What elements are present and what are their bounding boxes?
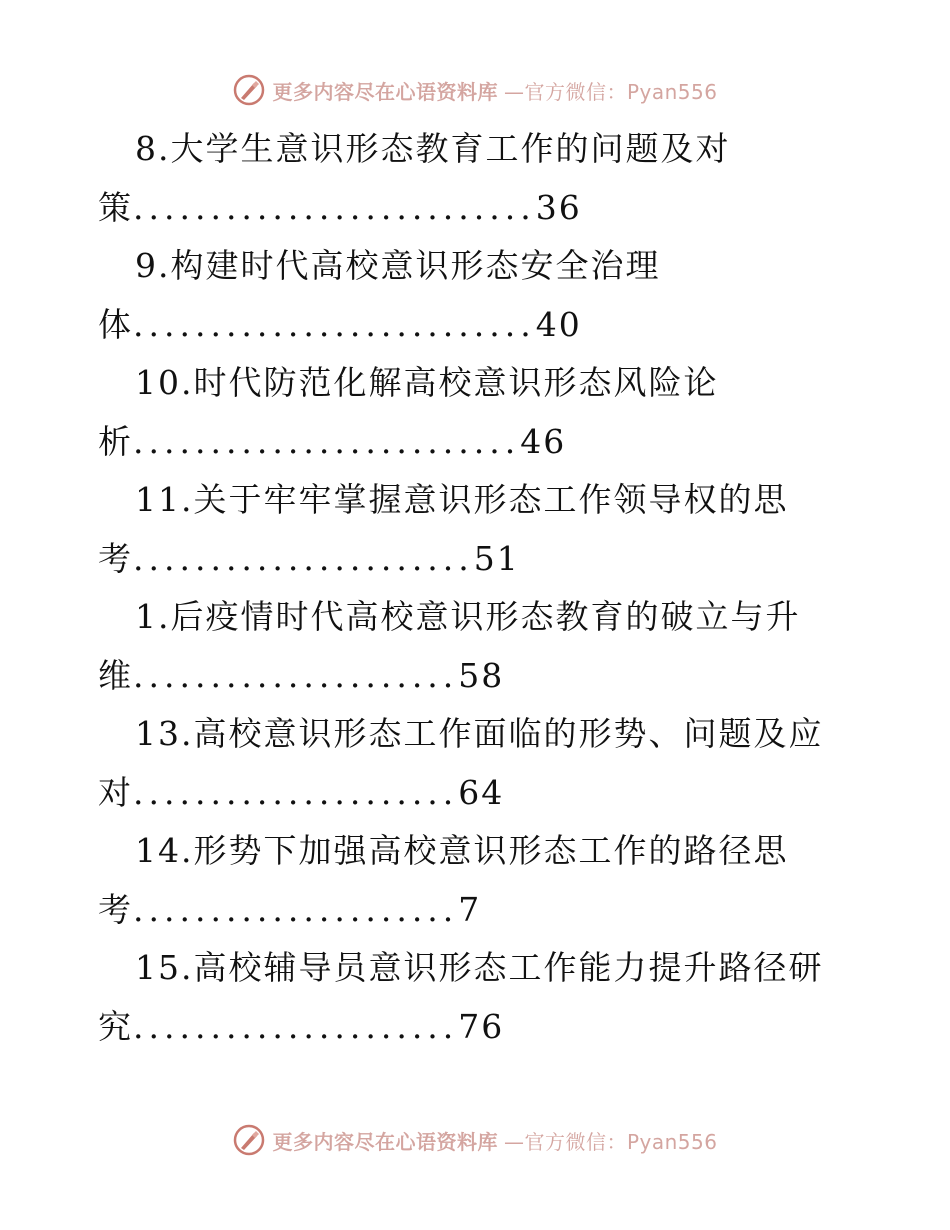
toc-entry[interactable] [0, 939, 950, 1056]
pen-logo-icon [232, 73, 266, 107]
toc-entry-leader [98, 881, 481, 939]
toc-entry-title: 14.形势下加强高校意识形态工作的路径思 [135, 831, 789, 870]
table-of-contents [0, 120, 950, 1056]
toc-entry-leader [98, 296, 582, 354]
toc-entry-title: 15.高校辅导员意识形态工作能力提升路径研 [135, 948, 824, 987]
toc-page-number: 46 [520, 422, 567, 461]
toc-entry[interactable] [0, 120, 950, 237]
toc-entry[interactable] [0, 822, 950, 939]
toc-entry-title: 11.关于牢牢掌握意识形态工作领导权的思 [135, 480, 789, 519]
watermark-main-text: 更多内容尽在心语资料库 [272, 1129, 498, 1154]
watermark-sub-text: —官方微信：Pyan556 [503, 1129, 718, 1154]
toc-page-number: 40 [535, 305, 582, 344]
toc-entry-tail: 析 [98, 422, 133, 461]
toc-leader-dots: .......................... [133, 305, 536, 344]
toc-leader-dots: ......................... [133, 422, 521, 461]
toc-entry-tail: 策 [98, 188, 133, 227]
toc-entry-title: 8.大学生意识形态教育工作的问题及对 [135, 129, 731, 168]
toc-entry[interactable] [0, 588, 950, 705]
toc-page-number: 36 [535, 188, 582, 227]
toc-entry[interactable] [0, 705, 950, 822]
toc-entry-leader [98, 998, 504, 1056]
toc-leader-dots: ...................... [133, 539, 474, 578]
footer-watermark [0, 1120, 950, 1160]
toc-page-number: 58 [458, 656, 505, 695]
pen-logo-icon [232, 1123, 266, 1157]
toc-entry-tail: 究 [98, 1007, 133, 1046]
toc-entry-tail: 维 [98, 656, 133, 695]
toc-entry[interactable] [0, 354, 950, 471]
watermark-main-text: 更多内容尽在心语资料库 [272, 79, 498, 104]
toc-entry-leader [98, 179, 582, 237]
toc-entry-leader [98, 764, 504, 822]
toc-leader-dots: ..................... [133, 890, 459, 929]
toc-entry-title: 13.高校意识形态工作面临的形势、问题及应 [135, 714, 824, 753]
toc-page-number: 76 [458, 1007, 505, 1046]
toc-entry[interactable] [0, 471, 950, 588]
toc-leader-dots: ..................... [133, 773, 459, 812]
toc-leader-dots: .......................... [133, 188, 536, 227]
toc-page-number: 51 [473, 539, 520, 578]
toc-entry[interactable] [0, 237, 950, 354]
toc-leader-dots: ..................... [133, 656, 459, 695]
header-watermark [0, 70, 950, 110]
toc-entry-leader [98, 413, 566, 471]
watermark-sub-text: —官方微信：Pyan556 [503, 79, 718, 104]
toc-entry-tail: 体 [98, 305, 133, 344]
toc-entry-tail: 考 [98, 539, 133, 578]
toc-leader-dots: ..................... [133, 1007, 459, 1046]
toc-page-number: 7 [458, 890, 482, 929]
toc-entry-tail: 考 [98, 890, 133, 929]
toc-entry-title: 9.构建时代高校意识形态安全治理 [135, 246, 661, 285]
toc-entry-title: 1.后疫情时代高校意识形态教育的破立与升 [135, 597, 801, 636]
toc-page-number: 64 [458, 773, 505, 812]
toc-entry-title: 10.时代防范化解高校意识形态风险论 [135, 363, 719, 402]
toc-entry-leader [98, 647, 504, 705]
toc-entry-leader [98, 530, 520, 588]
toc-entry-tail: 对 [98, 773, 133, 812]
